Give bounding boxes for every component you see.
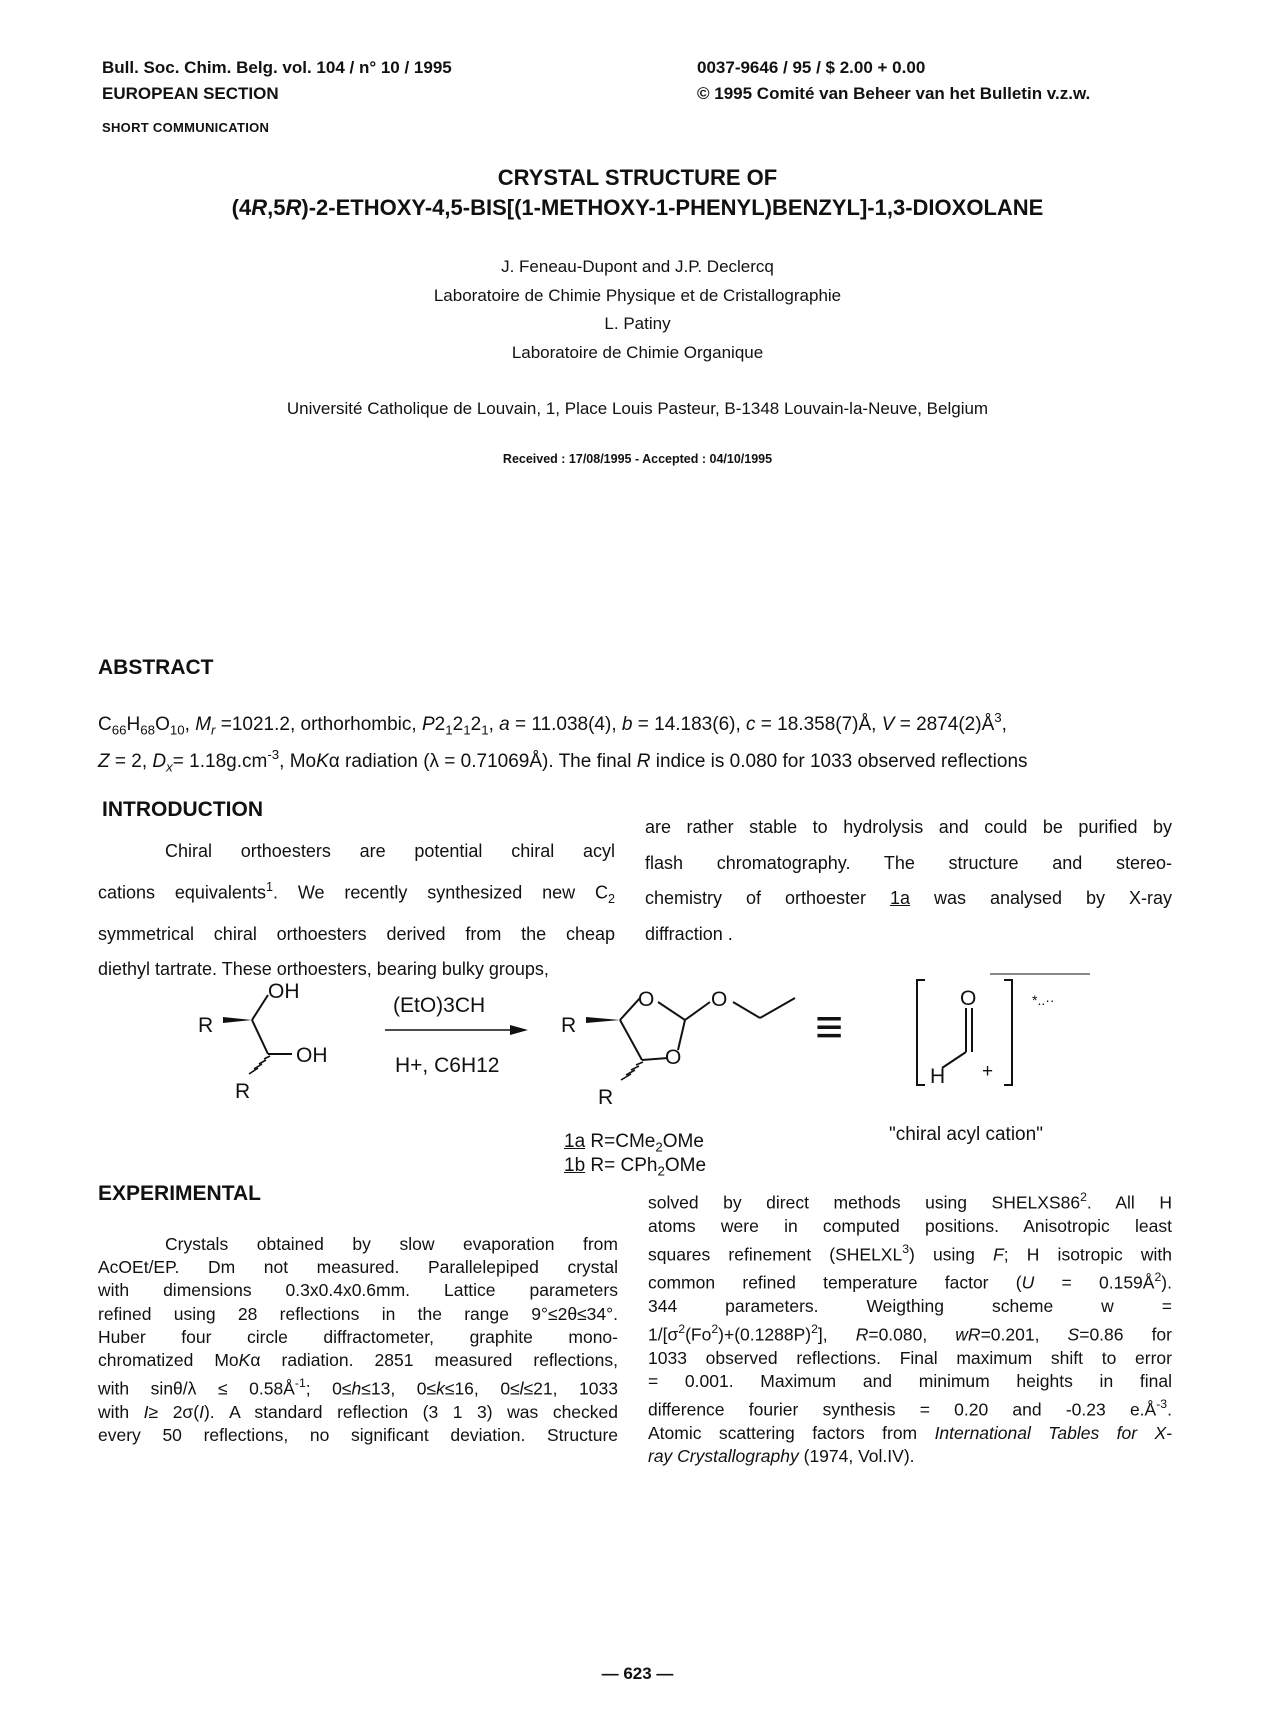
cation-hydrogen: H <box>930 1065 946 1088</box>
authors-group-1: J. Feneau-Dupont and J.P. Declercq <box>501 257 774 276</box>
product-r-bottom: R <box>598 1086 614 1109</box>
copyright-line: © 1995 Comité van Beheer van het Bulletin v.z.w. <box>697 84 1091 103</box>
exp-right-line-10: Atomic scattering factors from International Tables for X- <box>648 1422 1172 1443</box>
ring-oxygen-1: O <box>638 988 655 1011</box>
diol-oh-bottom: OH <box>296 1044 328 1067</box>
journal-citation: Bull. Soc. Chim. Belg. vol. 104 / n° 10 / 1995 <box>102 58 452 77</box>
cation-superscript-mark: *..·· <box>1032 992 1055 1008</box>
ring-oxygen-2: O <box>665 1046 682 1069</box>
experimental-left-column <box>98 1233 618 1447</box>
experimental-heading: EXPERIMENTAL <box>98 1182 261 1205</box>
exp-right-line-9: difference fourier synthesis = 0.20 and -0.23 $e.Å^{-3}$. <box>648 1397 1172 1420</box>
cation-oxygen: O <box>960 987 977 1010</box>
page-number: — 623 — <box>601 1664 674 1683</box>
diol-r-top: R <box>198 1014 214 1037</box>
exp-left-line-5: Huber four circle diffractometer, graphite mono- <box>98 1326 618 1347</box>
reaction-conditions: H+, C6H12 <box>395 1054 500 1077</box>
reagent-triethyl-orthoformate: (EtO)3CH <box>393 994 486 1017</box>
compound-label-1b: 1b R= CPh$_2$OMe <box>564 1155 707 1179</box>
introduction-right-column <box>645 810 1172 952</box>
title-line-2: (4R,5R)-2-ETHOXY-4,5-BIS[(1-METHOXY-1-PHENYL)BENZYL]-1,3-DIOXOLANE <box>231 195 1044 220</box>
intro-left-line-1: Chiral orthoesters are potential chiral acyl <box>165 841 615 861</box>
exp-right-line-8: = 0.001. Maximum and minimum heights in final <box>648 1370 1172 1391</box>
exp-left-line-4: refined using 28 reflections in the range 9°≤2θ≤34°. <box>98 1303 618 1324</box>
compound-label-1a: 1a R=CMe$_2$OMe <box>564 1131 704 1155</box>
dioxolane-structure <box>586 998 795 1080</box>
intro-right-line-4: diffraction . <box>645 923 733 944</box>
journal-section: EUROPEAN SECTION <box>102 84 279 103</box>
exp-left-line-6: chromatized MoKα radiation. 2851 measured reflections, <box>98 1350 618 1371</box>
intro-right-line-2: flash chromatography. The structure and stereo- <box>645 852 1172 873</box>
ethoxy-oxygen: O <box>711 988 728 1011</box>
introduction-heading: INTRODUCTION <box>102 798 263 821</box>
affiliation-university: Université Catholique de Louvain, 1, Place Louis Pasteur, B-1348 Louvain-la-Neuve, Belgium <box>286 399 989 418</box>
abstract-heading: ABSTRACT <box>98 656 214 679</box>
exp-right-line-3: squares refinement (SHELXL$^3$) using F; H isotropic with <box>648 1241 1172 1265</box>
exp-right-line-6: $1/[\sigma^2(Fo^2)+(0.1288P)^2]$, R=0.080, wR=0.201, S=0.86 for <box>648 1322 1172 1345</box>
exp-right-line-1: solved by direct methods using $SHELXS86^2$. All H <box>648 1190 1172 1213</box>
intro-left-line-4: diethyl tartrate. These orthoesters, bearing bulky groups, <box>98 959 549 980</box>
intro-left-line-2: cations equivalents$^1$. We recently synthesized new $C_2$ <box>98 879 615 906</box>
exp-left-line-8: with I≥ 2σ(I). A standard reflection (3 1 3) was checked <box>98 1401 618 1422</box>
equivalence-sign: ≡ <box>815 1001 844 1054</box>
abstract-line-2: Z = 2, $D_x= 1.18g.cm^{-3}$, MoKα radiation (λ = 0.71069Å). The final R indice is 0.080 for 1033 observed reflections <box>98 746 1028 775</box>
exp-right-line-2: atoms were in computed positions. Anisotropic least <box>648 1215 1172 1236</box>
exp-left-line-3: with dimensions 0.3x0.4x0.6mm. Lattice parameters <box>98 1280 618 1301</box>
exp-left-line-1: Crystals obtained by slow evaporation from <box>165 1234 618 1254</box>
reaction-arrow-head <box>510 1025 528 1035</box>
abstract-line-1: $C_{66}H_{68}O_{10}$, $M_r =1021.2$, orthorhombic, $P2_12_12_1$, a = 11.038(4), b = 14.183(6), c = 18.358(7)Å, $V = 2874(2)Å^3$, <box>98 710 1007 738</box>
product-r-top: R <box>561 1014 577 1037</box>
received-dates: Received : 17/08/1995 - Accepted : 04/10/1995 <box>502 452 773 466</box>
intro-right-line-1: are rather stable to hydrolysis and could be purified by <box>645 817 1172 837</box>
experimental-right-column <box>648 1186 1172 1468</box>
diol-oh-top: OH <box>268 980 300 1003</box>
cation-charge: + <box>982 1061 994 1082</box>
article-code: 0037-9646 / 95 / $ 2.00 + 0.00 <box>697 58 926 77</box>
title-line-1: CRYSTAL STRUCTURE OF <box>497 165 778 190</box>
exp-right-line-11: ray Crystallography (1974, Vol.IV). <box>648 1445 915 1466</box>
exp-right-line-7: 1033 observed reflections. Final maximum shift to error <box>648 1347 1172 1368</box>
intro-right-line-3: chemistry of orthoester 1a was analysed by X-ray <box>645 888 1172 908</box>
exp-left-line-7: with $\sin\theta/\lambda \le 0.58Å^{-1}$; 0≤h≤13, 0≤k≤16, 0≤l≤21, 1033 <box>98 1376 618 1399</box>
abstract-text <box>98 706 1178 779</box>
exp-left-line-2: AcOEt/EP. Dm not measured. Parallelepiped crystal <box>98 1257 618 1278</box>
exp-left-line-9: every 50 reflections, no significant deviation. Structure <box>98 1424 618 1445</box>
intro-left-line-3: symmetrical chiral orthoesters derived from the cheap <box>98 923 615 944</box>
exp-right-line-4: common refined temperature factor $(U = 0.159Å^2)$. <box>648 1270 1172 1293</box>
diol-r-bottom: R <box>235 1080 251 1103</box>
cation-caption: "chiral acyl cation" <box>889 1124 1043 1145</box>
exp-right-line-5: 344 parameters. Weigthing scheme w = <box>648 1295 1172 1316</box>
affiliation-lab-2: Laboratoire de Chimie Organique <box>511 343 764 362</box>
authors-group-2: L. Patiny <box>604 314 671 333</box>
diol-structure <box>223 995 292 1074</box>
article-type: SHORT COMMUNICATION <box>102 120 270 135</box>
affiliation-lab-1: Laboratoire de Chimie Physique et de Cristallographie <box>433 286 842 305</box>
